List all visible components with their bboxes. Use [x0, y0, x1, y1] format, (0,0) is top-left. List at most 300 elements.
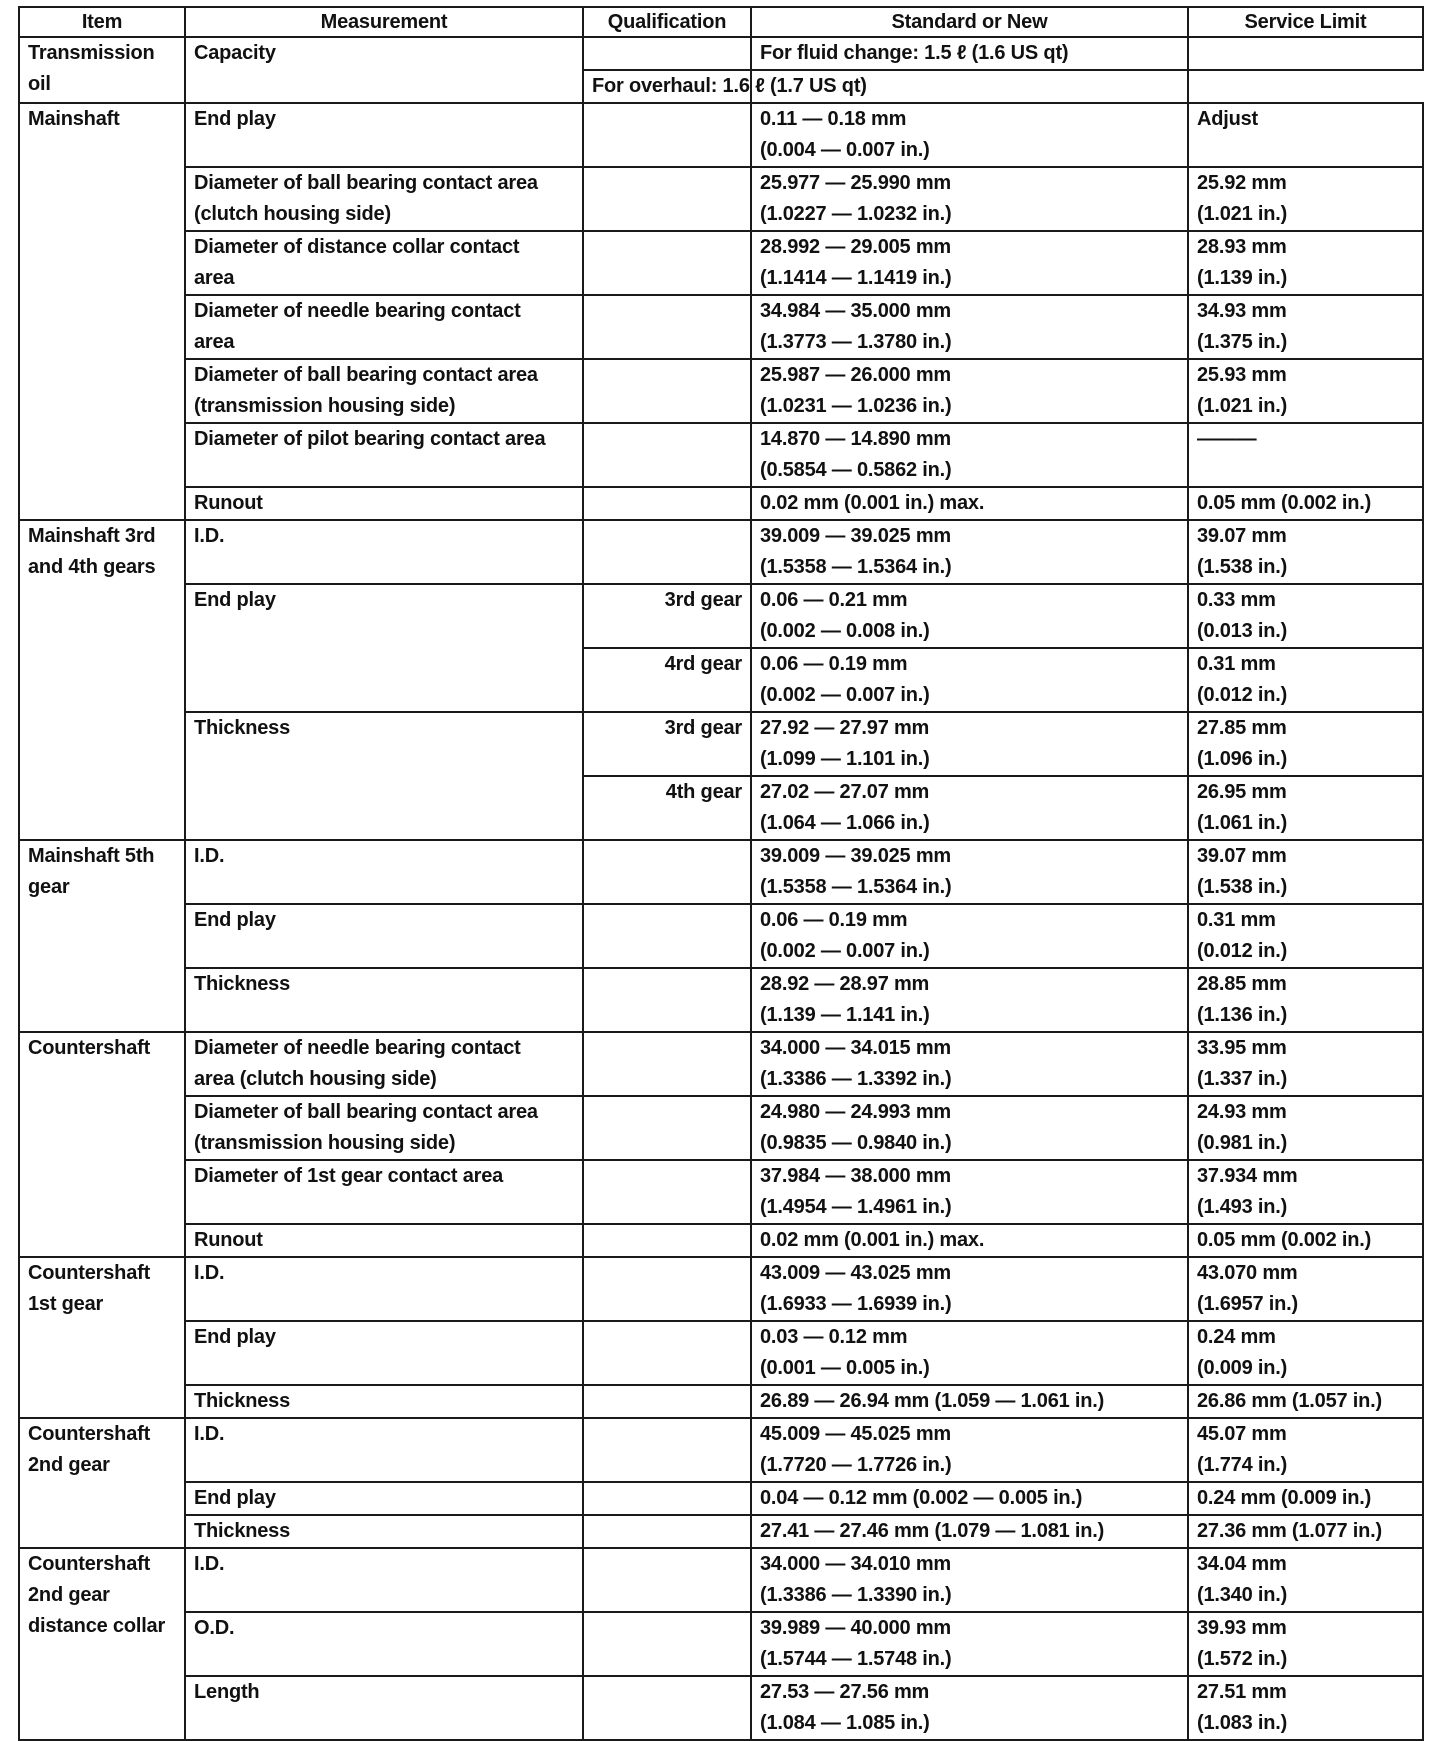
qualification-cell — [583, 1321, 751, 1385]
service-limit-cell — [1188, 1515, 1423, 1548]
service-limit-cell-line: 28.85 mm — [1197, 973, 1287, 995]
standard-cell-line: 45.009 — 45.025 mm — [760, 1423, 951, 1445]
service-limit-cell-line: 27.36 mm (1.077 in.) — [1197, 1520, 1382, 1542]
measurement-cell — [185, 1096, 583, 1160]
specification-table — [18, 6, 1424, 1741]
service-limit-cell-line: 0.05 mm (0.002 in.) — [1197, 1229, 1372, 1251]
standard-cell-line: 39.009 — 39.025 mm — [760, 845, 951, 867]
service-limit-cell-line: (1.136 in.) — [1197, 1004, 1288, 1026]
table-row — [19, 103, 1423, 167]
standard-cell-line: 0.06 — 0.19 mm — [760, 653, 908, 675]
service-limit-cell-line: (0.981 in.) — [1197, 1132, 1288, 1154]
standard-cell-line: For fluid change: 1.5 ℓ (1.6 US qt) — [760, 42, 1069, 64]
service-limit-cell — [1188, 968, 1423, 1032]
service-limit-cell-line: 0.05 mm (0.002 in.) — [1197, 492, 1372, 514]
measurement-cell-line: (transmission housing side) — [194, 395, 456, 417]
standard-cell-line: (1.5358 — 1.5364 in.) — [760, 556, 952, 578]
service-limit-cell-line: (0.013 in.) — [1197, 620, 1288, 642]
standard-cell-line: (1.3386 — 1.3392 in.) — [760, 1068, 952, 1090]
service-limit-cell-line: 0.31 mm — [1197, 909, 1276, 931]
qualification-cell — [583, 37, 751, 70]
service-limit-cell-line: (1.6957 in.) — [1197, 1293, 1298, 1315]
service-limit-cell-line: (1.021 in.) — [1197, 395, 1288, 417]
standard-cell-line: 0.03 — 0.12 mm — [760, 1326, 908, 1348]
measurement-cell-line: Diameter of 1st gear contact area — [194, 1165, 504, 1187]
measurement-cell-line: Diameter of ball bearing contact area — [194, 1101, 538, 1123]
standard-cell — [751, 648, 1188, 712]
standard-cell-line: (0.5854 — 0.5862 in.) — [760, 459, 952, 481]
standard-cell-line: 34.984 — 35.000 mm — [760, 300, 951, 322]
measurement-cell-line: (transmission housing side) — [194, 1132, 456, 1154]
standard-cell — [751, 1676, 1188, 1740]
table-row — [19, 1224, 1423, 1257]
service-limit-cell — [1188, 904, 1423, 968]
service-limit-cell-line: 27.51 mm — [1197, 1681, 1287, 1703]
service-limit-cell-line: 39.93 mm — [1197, 1617, 1287, 1639]
measurement-cell — [185, 584, 583, 712]
qualification-cell — [583, 1482, 751, 1515]
standard-cell — [751, 359, 1188, 423]
service-limit-cell-line: 45.07 mm — [1197, 1423, 1287, 1445]
standard-cell-line: (1.5744 — 1.5748 in.) — [760, 1648, 952, 1670]
standard-cell — [751, 776, 1188, 840]
table-row — [19, 1257, 1423, 1321]
service-limit-cell-line: 33.95 mm — [1197, 1037, 1287, 1059]
qualification-cell — [583, 167, 751, 231]
service-limit-cell — [1188, 359, 1423, 423]
item-cell-line: Mainshaft 3rd — [28, 525, 156, 547]
standard-cell — [583, 70, 867, 103]
measurement-cell-line: Thickness — [194, 1520, 291, 1542]
service-limit-cell-line: 26.95 mm — [1197, 781, 1287, 803]
standard-cell-line: 39.989 — 40.000 mm — [760, 1617, 951, 1639]
service-limit-cell — [1188, 1096, 1423, 1160]
item-cell — [19, 1418, 185, 1548]
table-row — [19, 359, 1423, 423]
service-limit-cell — [1188, 231, 1423, 295]
measurement-cell-line: Diameter of ball bearing contact area — [194, 172, 538, 194]
service-limit-cell — [1188, 1482, 1423, 1515]
measurement-cell-line: I.D. — [194, 525, 225, 547]
service-limit-cell — [1188, 1321, 1423, 1385]
table-row — [19, 904, 1423, 968]
qualification-cell: 4th gear — [583, 776, 751, 840]
measurement-cell-line: Capacity — [194, 42, 276, 64]
measurement-cell — [185, 359, 583, 423]
measurement-cell-line: area (clutch housing side) — [194, 1068, 437, 1090]
measurement-cell — [185, 37, 583, 103]
table-row — [19, 712, 1423, 776]
service-limit-cell — [1188, 1612, 1423, 1676]
item-cell — [19, 1548, 185, 1740]
service-limit-cell — [1188, 1032, 1423, 1096]
measurement-cell — [185, 487, 583, 520]
table-row — [19, 487, 1423, 520]
standard-cell — [751, 1321, 1188, 1385]
standard-cell — [751, 167, 1188, 231]
measurement-cell — [185, 1224, 583, 1257]
service-limit-cell-line: (1.538 in.) — [1197, 876, 1288, 898]
standard-cell-line: 43.009 — 43.025 mm — [760, 1262, 951, 1284]
standard-cell-line: 27.02 — 27.07 mm — [760, 781, 930, 803]
measurement-cell-line: O.D. — [194, 1617, 235, 1639]
measurement-cell — [185, 1385, 583, 1418]
qualification-cell — [583, 904, 751, 968]
measurement-cell-line: Thickness — [194, 1390, 291, 1412]
measurement-cell-line: area — [194, 331, 235, 353]
qualification-cell — [583, 1418, 751, 1482]
service-limit-cell-line: (1.774 in.) — [1197, 1454, 1288, 1476]
measurement-cell — [185, 1418, 583, 1482]
table-row — [19, 1096, 1423, 1160]
service-limit-cell-line: (1.493 in.) — [1197, 1196, 1288, 1218]
standard-cell-line: 24.980 — 24.993 mm — [760, 1101, 951, 1123]
qualification-cell — [583, 231, 751, 295]
service-limit-cell-line: Adjust — [1197, 108, 1259, 130]
qualification-cell — [583, 1676, 751, 1740]
service-limit-cell-line: (1.139 in.) — [1197, 267, 1288, 289]
service-limit-cell — [1188, 1548, 1423, 1612]
service-limit-cell-line: 25.93 mm — [1197, 364, 1287, 386]
service-limit-cell-line: 0.31 mm — [1197, 653, 1276, 675]
header-measurement: Measurement — [185, 7, 583, 37]
standard-cell-line: (1.5358 — 1.5364 in.) — [760, 876, 952, 898]
table-row — [19, 1482, 1423, 1515]
measurement-cell — [185, 1515, 583, 1548]
service-limit-cell — [1188, 520, 1423, 584]
service-limit-cell-line: 24.93 mm — [1197, 1101, 1287, 1123]
qualification-cell — [583, 1160, 751, 1224]
table-header — [19, 7, 1423, 37]
measurement-cell — [185, 712, 583, 840]
measurement-cell-line: Runout — [194, 1229, 263, 1251]
standard-cell — [751, 295, 1188, 359]
standard-cell — [751, 1224, 1188, 1257]
measurement-cell-line: End play — [194, 1326, 276, 1348]
standard-cell — [751, 37, 1188, 70]
item-cell-line: Transmission — [28, 42, 155, 64]
service-limit-cell-line: (1.538 in.) — [1197, 556, 1288, 578]
service-limit-cell — [1188, 37, 1423, 70]
table-row — [19, 37, 1423, 70]
standard-cell-line: (0.002 — 0.008 in.) — [760, 620, 930, 642]
standard-cell-line: (1.0231 — 1.0236 in.) — [760, 395, 952, 417]
standard-cell-line: 34.000 — 34.015 mm — [760, 1037, 951, 1059]
standard-cell-line: 27.53 — 27.56 mm — [760, 1681, 930, 1703]
qualification-cell: 3rd gear — [583, 584, 751, 648]
standard-cell-line: 37.984 — 38.000 mm — [760, 1165, 951, 1187]
qualification-cell — [583, 840, 751, 904]
qualification-cell — [583, 968, 751, 1032]
measurement-cell — [185, 1160, 583, 1224]
measurement-cell-line: End play — [194, 909, 276, 931]
item-cell-line: Countershaft — [28, 1262, 151, 1284]
standard-cell-line: (0.004 — 0.007 in.) — [760, 139, 930, 161]
qualification-cell — [583, 103, 751, 167]
table-row — [19, 1418, 1423, 1482]
item-cell-line: 1st gear — [28, 1293, 104, 1315]
standard-cell — [751, 968, 1188, 1032]
service-limit-cell-line: 0.33 mm — [1197, 589, 1276, 611]
qualification-cell — [583, 1257, 751, 1321]
service-limit-cell-line: 34.04 mm — [1197, 1553, 1287, 1575]
qualification-cell — [583, 1096, 751, 1160]
qualification-cell — [583, 1385, 751, 1418]
qualification-cell — [583, 487, 751, 520]
standard-cell-line: 0.11 — 0.18 mm — [760, 108, 907, 130]
standard-cell-line: (1.0227 — 1.0232 in.) — [760, 203, 952, 225]
item-cell-line: and 4th gears — [28, 556, 156, 578]
standard-cell — [751, 712, 1188, 776]
measurement-cell — [185, 1032, 583, 1096]
service-limit-cell — [1188, 840, 1423, 904]
measurement-cell — [185, 968, 583, 1032]
service-limit-cell-line: 34.93 mm — [1197, 300, 1287, 322]
header-qualification: Qualification — [583, 7, 751, 37]
service-limit-cell — [1188, 1385, 1423, 1418]
service-limit-cell — [1188, 1676, 1423, 1740]
standard-cell-line: 25.977 — 25.990 mm — [760, 172, 951, 194]
qualification-cell — [583, 1548, 751, 1612]
service-limit-cell — [1188, 584, 1423, 648]
standard-cell — [751, 520, 1188, 584]
table-row — [19, 1515, 1423, 1548]
measurement-cell-line: I.D. — [194, 1553, 225, 1575]
measurement-cell-line: Length — [194, 1681, 260, 1703]
measurement-cell — [185, 295, 583, 359]
table-row — [19, 1032, 1423, 1096]
measurement-cell — [185, 1548, 583, 1612]
standard-cell-line: (1.3773 — 1.3780 in.) — [760, 331, 952, 353]
measurement-cell-line: area — [194, 267, 235, 289]
service-limit-cell-line: 39.07 mm — [1197, 525, 1287, 547]
service-limit-cell-line: 39.07 mm — [1197, 845, 1287, 867]
table-row — [19, 167, 1423, 231]
service-limit-cell — [1188, 776, 1423, 840]
service-limit-cell-line: 25.92 mm — [1197, 172, 1287, 194]
measurement-cell-line: Diameter of distance collar contact — [194, 236, 520, 258]
standard-cell-line: (1.139 — 1.141 in.) — [760, 1004, 930, 1026]
item-cell-line: Mainshaft 5th — [28, 845, 155, 867]
measurement-cell — [185, 1257, 583, 1321]
qualification-cell — [583, 295, 751, 359]
qualification-cell: 3rd gear — [583, 712, 751, 776]
measurement-cell-line: End play — [194, 589, 276, 611]
service-limit-cell-line: (0.009 in.) — [1197, 1357, 1288, 1379]
standard-cell-line: (0.001 — 0.005 in.) — [760, 1357, 930, 1379]
standard-cell-line: 39.009 — 39.025 mm — [760, 525, 951, 547]
standard-cell — [751, 1385, 1188, 1418]
standard-cell-line: 14.870 — 14.890 mm — [760, 428, 951, 450]
table-row — [19, 968, 1423, 1032]
qualification-cell — [583, 1612, 751, 1676]
standard-cell-line: 28.992 — 29.005 mm — [760, 236, 951, 258]
item-cell-line: Countershaft — [28, 1423, 151, 1445]
standard-cell-line: 0.06 — 0.19 mm — [760, 909, 908, 931]
service-limit-cell-line: (1.083 in.) — [1197, 1712, 1288, 1734]
standard-cell-line: (1.4954 — 1.4961 in.) — [760, 1196, 952, 1218]
qualification-cell: 4rd gear — [583, 648, 751, 712]
service-limit-cell-line: (0.012 in.) — [1197, 940, 1288, 962]
table-row — [19, 840, 1423, 904]
table-row — [19, 1385, 1423, 1418]
measurement-cell-line: Diameter of ball bearing contact area — [194, 364, 538, 386]
service-limit-cell — [1188, 712, 1423, 776]
standard-cell-line: (1.1414 — 1.1419 in.) — [760, 267, 952, 289]
standard-cell-line: (1.3386 — 1.3390 in.) — [760, 1584, 952, 1606]
header-service-limit: Service Limit — [1188, 7, 1423, 37]
measurement-cell-line: I.D. — [194, 1262, 225, 1284]
standard-cell-line: 34.000 — 34.010 mm — [760, 1553, 951, 1575]
measurement-cell-line: I.D. — [194, 1423, 225, 1445]
service-limit-cell — [1188, 487, 1423, 520]
standard-cell — [751, 1612, 1188, 1676]
service-limit-cell-line: (1.096 in.) — [1197, 748, 1288, 770]
item-cell-line: Mainshaft — [28, 108, 120, 130]
measurement-cell — [185, 423, 583, 487]
standard-cell — [751, 1482, 1188, 1515]
table-body — [19, 37, 1423, 1740]
standard-cell — [751, 231, 1188, 295]
standard-cell — [751, 1418, 1188, 1482]
standard-cell-line: (0.002 — 0.007 in.) — [760, 684, 930, 706]
measurement-cell — [185, 1482, 583, 1515]
service-limit-cell-line: (1.337 in.) — [1197, 1068, 1288, 1090]
item-cell-line: Countershaft — [28, 1037, 151, 1059]
standard-cell-line: 0.06 — 0.21 mm — [760, 589, 908, 611]
service-limit-cell — [1188, 1257, 1423, 1321]
item-cell-line: gear — [28, 876, 70, 898]
measurement-cell — [185, 167, 583, 231]
standard-cell — [751, 1032, 1188, 1096]
measurement-cell-line: I.D. — [194, 845, 225, 867]
service-limit-cell-line: (1.375 in.) — [1197, 331, 1288, 353]
standard-cell-line: 0.02 mm (0.001 in.) max. — [760, 492, 985, 514]
measurement-cell-line: Diameter of needle bearing contact — [194, 300, 521, 322]
service-limit-cell-line: 37.934 mm — [1197, 1165, 1298, 1187]
table-row — [19, 1612, 1423, 1676]
service-limit-cell — [1188, 1160, 1423, 1224]
service-limit-cell — [1188, 1224, 1423, 1257]
item-cell-line: 2nd gear — [28, 1454, 110, 1476]
item-cell-line: Countershaft — [28, 1553, 151, 1575]
item-cell-line: 2nd gear — [28, 1584, 110, 1606]
table-row — [19, 1548, 1423, 1612]
measurement-cell — [185, 904, 583, 968]
service-limit-cell — [1188, 648, 1423, 712]
measurement-cell-line: (clutch housing side) — [194, 203, 391, 225]
service-limit-cell-line: 43.070 mm — [1197, 1262, 1298, 1284]
service-limit-cell-line: ——— — [1197, 428, 1257, 450]
standard-cell-line: 0.02 mm (0.001 in.) max. — [760, 1229, 985, 1251]
table-row — [19, 1160, 1423, 1224]
service-limit-cell-line: (1.572 in.) — [1197, 1648, 1288, 1670]
qualification-cell — [583, 423, 751, 487]
header-row — [19, 7, 1423, 37]
standard-cell — [751, 487, 1188, 520]
standard-cell-line: 26.89 — 26.94 mm (1.059 — 1.061 in.) — [760, 1390, 1105, 1412]
standard-cell-line: (0.9835 — 0.9840 in.) — [760, 1132, 952, 1154]
item-cell — [19, 1032, 185, 1257]
item-cell-line: oil — [28, 73, 51, 95]
measurement-cell-line: Diameter of pilot bearing contact area — [194, 428, 546, 450]
standard-cell — [751, 1257, 1188, 1321]
standard-cell-line: 28.92 — 28.97 mm — [760, 973, 930, 995]
standard-cell — [751, 103, 1188, 167]
item-cell — [19, 840, 185, 1032]
service-limit-cell-line: (0.012 in.) — [1197, 684, 1288, 706]
qualification-cell — [583, 1032, 751, 1096]
standard-cell-line: (0.002 — 0.007 in.) — [760, 940, 930, 962]
service-limit-cell-line: 0.24 mm (0.009 in.) — [1197, 1487, 1372, 1509]
measurement-cell-line: Thickness — [194, 717, 291, 739]
service-limit-cell-line: 28.93 mm — [1197, 236, 1287, 258]
standard-cell-line: 0.04 — 0.12 mm (0.002 — 0.005 in.) — [760, 1487, 1083, 1509]
standard-cell-line: (1.064 — 1.066 in.) — [760, 812, 930, 834]
service-limit-cell — [1188, 295, 1423, 359]
item-cell — [19, 1257, 185, 1418]
standard-cell-line: 27.41 — 27.46 mm (1.079 — 1.081 in.) — [760, 1520, 1105, 1542]
measurement-cell-line: End play — [194, 1487, 276, 1509]
standard-cell-line: 27.92 — 27.97 mm — [760, 717, 930, 739]
service-limit-cell-line: (1.340 in.) — [1197, 1584, 1288, 1606]
service-limit-cell-line: 26.86 mm (1.057 in.) — [1197, 1390, 1382, 1412]
measurement-cell-line: Runout — [194, 492, 263, 514]
service-limit-cell — [1188, 103, 1423, 167]
table-row — [19, 423, 1423, 487]
measurement-cell — [185, 520, 583, 584]
measurement-cell — [185, 1612, 583, 1676]
measurement-cell-line: Thickness — [194, 973, 291, 995]
qualification-cell — [583, 520, 751, 584]
standard-cell — [751, 1515, 1188, 1548]
measurement-cell — [185, 1676, 583, 1740]
standard-cell — [751, 423, 1188, 487]
header-standard: Standard or New — [751, 7, 1188, 37]
qualification-cell — [583, 1224, 751, 1257]
standard-cell — [751, 1548, 1188, 1612]
measurement-cell — [185, 103, 583, 167]
standard-cell-line: (1.6933 — 1.6939 in.) — [760, 1293, 952, 1315]
item-cell — [19, 37, 185, 103]
standard-cell — [751, 840, 1188, 904]
item-cell — [19, 520, 185, 840]
service-limit-cell-line: 27.85 mm — [1197, 717, 1287, 739]
standard-cell-line: (1.099 — 1.101 in.) — [760, 748, 930, 770]
standard-cell-line: 25.987 — 26.000 mm — [760, 364, 951, 386]
standard-cell — [751, 1160, 1188, 1224]
measurement-cell-line: End play — [194, 108, 276, 130]
standard-cell-line: For overhaul: 1.6 ℓ (1.7 US qt) — [592, 75, 867, 97]
service-limit-cell-line: 0.24 mm — [1197, 1326, 1276, 1348]
standard-cell-line: (1.7720 — 1.7726 in.) — [760, 1454, 952, 1476]
item-cell — [19, 103, 185, 520]
item-cell-line: distance collar — [28, 1615, 166, 1637]
table-row — [19, 1676, 1423, 1740]
standard-cell — [751, 904, 1188, 968]
service-limit-cell — [1188, 423, 1423, 487]
standard-cell — [751, 1096, 1188, 1160]
standard-cell — [751, 584, 1188, 648]
qualification-cell — [583, 1515, 751, 1548]
table-row — [19, 520, 1423, 584]
service-limit-cell — [1188, 1418, 1423, 1482]
service-limit-cell-line: (1.021 in.) — [1197, 203, 1288, 225]
service-limit-cell — [1188, 167, 1423, 231]
table-row — [19, 295, 1423, 359]
qualification-cell — [583, 359, 751, 423]
header-item: Item — [19, 7, 185, 37]
